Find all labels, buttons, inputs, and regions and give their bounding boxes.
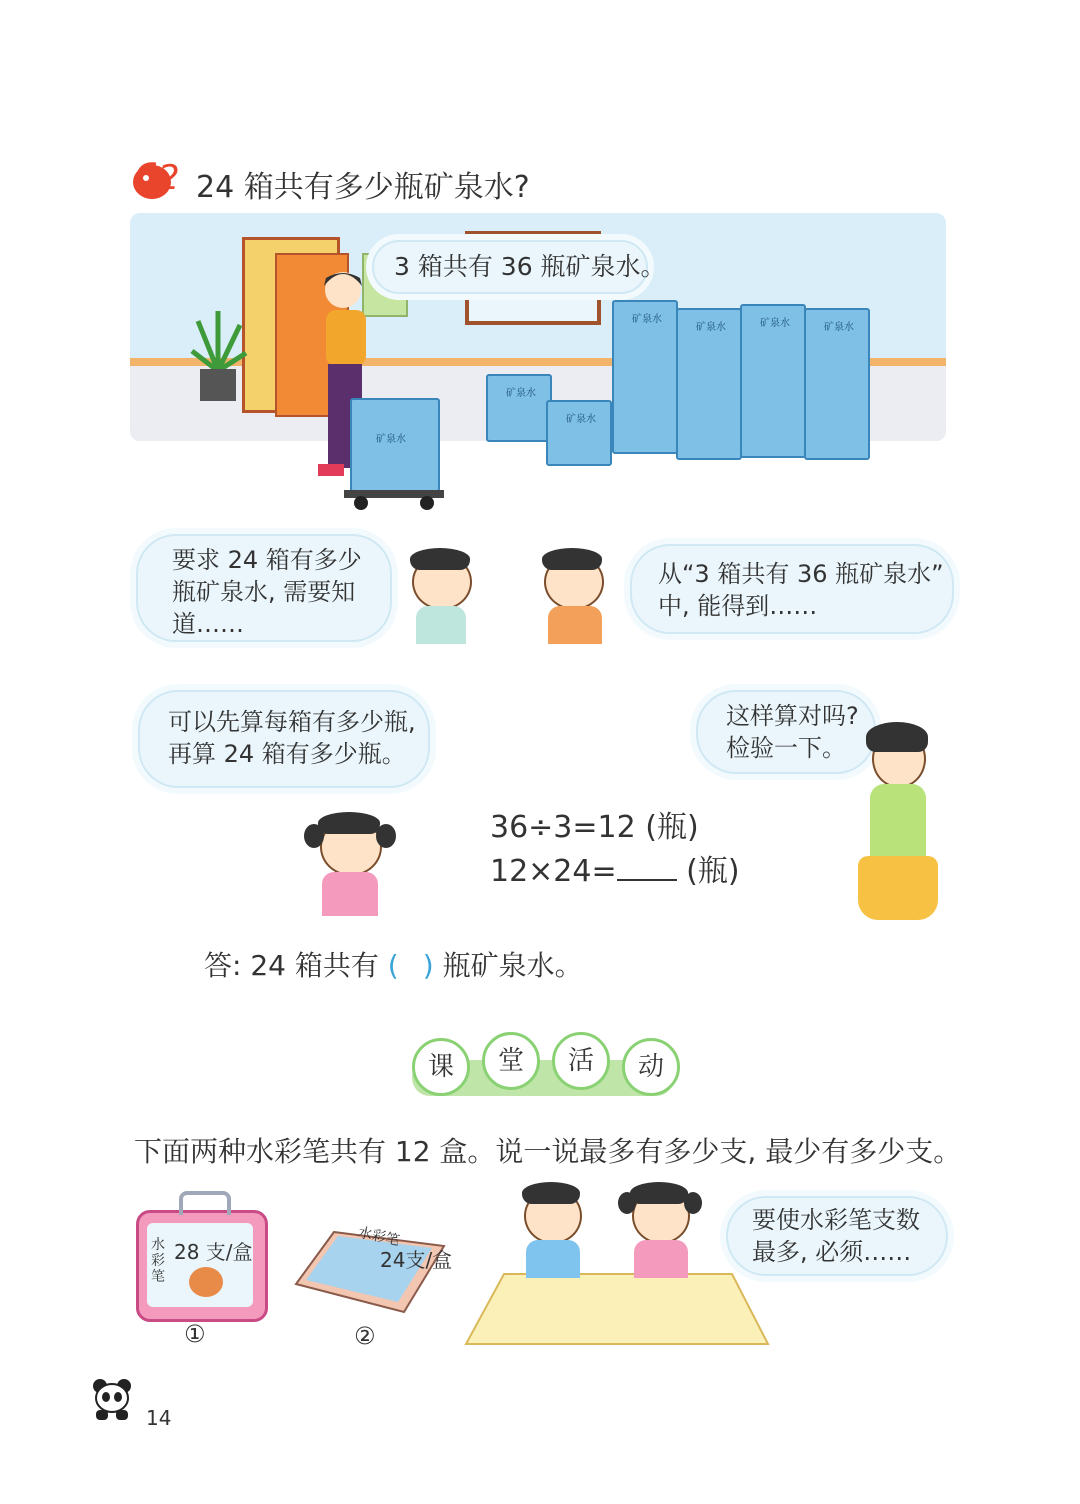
activity-boy — [514, 1180, 594, 1280]
item2-label: 24支/盒 — [380, 1248, 453, 1272]
marker-case-1: 水 彩 笔 — [136, 1210, 268, 1322]
item1-number: ① — [184, 1320, 206, 1348]
answer-blank[interactable]: ( ) — [387, 949, 434, 982]
activity-speech-bubble: 要使水彩笔支数 最多, 必须…… — [726, 1196, 948, 1276]
boy1-speech-bubble: 要求 24 箱有多少 瓶矿泉水, 需要知 道…… — [136, 534, 392, 642]
boy2-speech-bubble: 从“3 箱共有 36 瓶矿泉水” 中, 能得到…… — [630, 544, 954, 634]
activity-char-3: 活 — [552, 1032, 610, 1090]
calc-blank[interactable] — [617, 853, 677, 881]
girl-speech-bubble: 可以先算每箱有多少瓶, 再算 24 箱有多少瓶。 — [138, 690, 430, 788]
activity-char-2: 堂 — [482, 1032, 540, 1090]
activity-girl — [614, 1180, 708, 1280]
problem-number: 2 — [158, 158, 180, 198]
problem-title: 24 箱共有多少瓶矿泉水? — [196, 170, 530, 205]
girl-illustration — [298, 808, 404, 920]
worker-speech-bubble: 3 箱共有 36 瓶矿泉水。 — [372, 240, 648, 294]
page-number: 14 — [146, 1406, 172, 1430]
marker-case-2: 水彩笔 — [294, 1224, 446, 1316]
calc-line-2: 12×24= (瓶) — [490, 854, 740, 889]
calc-line-1: 36÷3=12 (瓶) — [490, 810, 699, 845]
answer-line: 答: 24 箱共有 ( ) 瓶矿泉水。 — [204, 949, 583, 982]
panda-icon — [90, 1376, 136, 1426]
activity-char-4: 动 — [622, 1038, 680, 1096]
teacher-illustration — [846, 722, 946, 922]
potted-plant — [188, 311, 248, 407]
boy2-illustration — [526, 546, 616, 646]
activity-char-1: 课 — [412, 1038, 470, 1096]
boy1-illustration — [404, 546, 486, 646]
cart: 矿泉水 — [344, 392, 444, 510]
activity-table — [464, 1270, 770, 1348]
item1-label: 28 支/盒 — [174, 1240, 253, 1264]
activity-question: 下面两种水彩笔共有 12 盒。说一说最多有多少支, 最少有多少支。 — [134, 1135, 962, 1168]
item2-number: ② — [354, 1322, 376, 1350]
teacher-speech-bubble: 这样算对吗? 检验一下。 — [696, 690, 876, 774]
water-boxes-stack: 矿泉水 矿泉水 矿泉水 矿泉水 矿泉水 矿泉水 — [486, 300, 870, 466]
